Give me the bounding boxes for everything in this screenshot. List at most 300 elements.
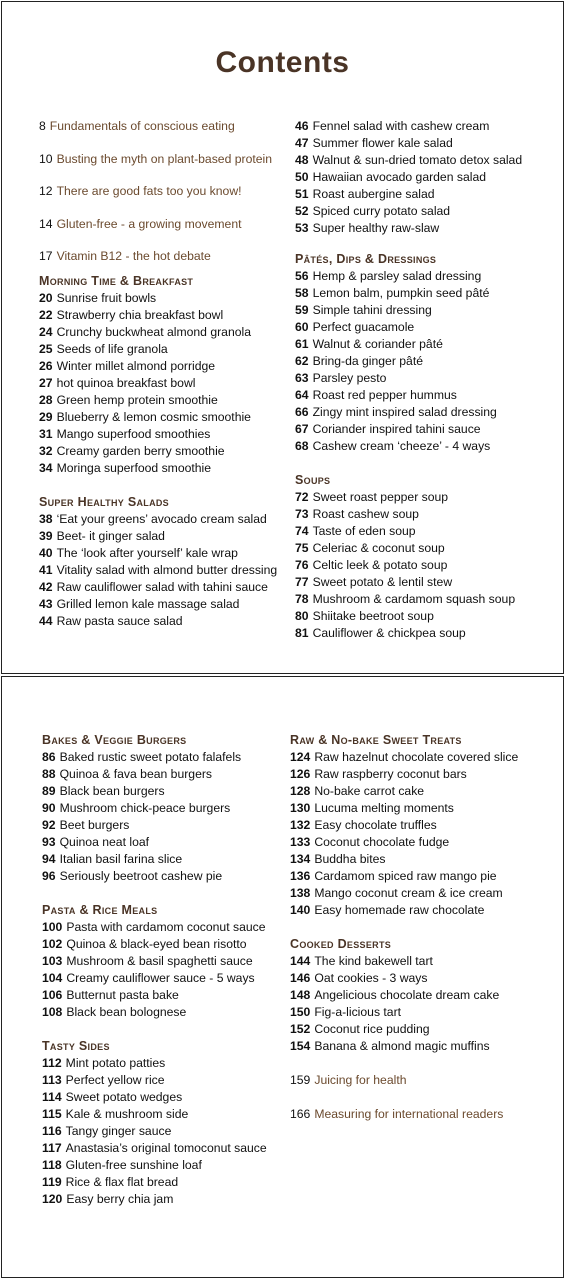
toc-entry	[290, 953, 560, 970]
entry-title: Summer flower kale salad	[312, 136, 453, 150]
entry-title: hot quinoa breakfast bowl	[56, 376, 196, 390]
toc-entry	[295, 336, 561, 353]
entry-title: Banana & almond magic muffins	[314, 1039, 490, 1053]
page-number: 115	[42, 1107, 62, 1121]
intro-entry	[39, 248, 289, 265]
entry-title: Cashew cream ‘cheeze’ - 4 ways	[312, 439, 491, 453]
toc-entry	[295, 540, 561, 557]
entry-title: Walnut & coriander pâté	[312, 337, 443, 351]
entry-title: Sweet roast pepper soup	[312, 490, 449, 504]
page-number: 93	[42, 835, 56, 849]
intro-list	[39, 118, 289, 265]
page-number: 116	[42, 1124, 62, 1138]
entry-title: Cauliflower & chickpea soup	[312, 626, 466, 640]
entry-title: Simple tahini dressing	[312, 303, 432, 317]
entry-title: Black bean bolognese	[66, 1005, 187, 1019]
page-number: 126	[290, 767, 311, 781]
page-number: 14	[39, 216, 53, 231]
toc-entry	[290, 749, 560, 766]
toc-entry	[39, 409, 289, 426]
entry-title: Measuring for international readers	[314, 1107, 504, 1121]
page-number: 134	[290, 852, 311, 866]
toc-entry	[295, 353, 561, 370]
entry-title: The ‘look after yourself’ kale wrap	[56, 546, 238, 560]
toc-entry	[42, 1174, 292, 1191]
toc-entry	[42, 953, 292, 970]
entry-title: Shiitake beetroot soup	[312, 609, 434, 623]
section-morning	[39, 290, 289, 477]
section-sides	[42, 1055, 292, 1208]
entry-title: Coconut rice pudding	[314, 1022, 430, 1036]
page-number: 60	[295, 320, 309, 334]
toc-entry	[295, 421, 561, 438]
entry-title: Beet- it ginger salad	[56, 529, 165, 543]
page-number: 73	[295, 507, 309, 521]
section-heading-bakes: Bakes & Veggie Burgers	[42, 733, 187, 747]
toc-entry	[39, 324, 289, 341]
page-number: 90	[42, 801, 56, 815]
toc-entry	[295, 220, 561, 237]
section-heading-cooked: Cooked Desserts	[290, 937, 392, 951]
page-number: 89	[42, 784, 56, 798]
toc-entry	[42, 919, 292, 936]
toc-entry	[295, 135, 561, 152]
toc-entry	[42, 1089, 292, 1106]
toc-entry	[290, 783, 560, 800]
page-number: 50	[295, 170, 309, 184]
page-number: 102	[42, 937, 63, 951]
page-number: 113	[42, 1073, 62, 1087]
intro-entry	[290, 1106, 560, 1123]
toc-entry	[39, 375, 289, 392]
entry-title: There are good fats too you know!	[56, 184, 242, 198]
entry-title: Kale & mushroom side	[65, 1107, 189, 1121]
toc-entry	[295, 186, 561, 203]
toc-entry	[295, 268, 561, 285]
page-number: 17	[39, 249, 53, 263]
page-number: 8	[39, 119, 46, 133]
toc-entry	[290, 902, 560, 919]
page-number: 59	[295, 303, 309, 317]
toc-entry	[42, 1004, 292, 1021]
entry-title: Green hemp protein smoothie	[56, 393, 218, 407]
toc-entry	[39, 426, 289, 443]
page-number: 64	[295, 388, 309, 402]
toc-entry	[290, 851, 560, 868]
entry-title: Juicing for health	[314, 1073, 407, 1087]
entry-title: Oat cookies - 3 ways	[314, 971, 428, 985]
toc-entry	[295, 557, 561, 574]
page-number: 67	[295, 422, 309, 436]
page-number: 150	[290, 1005, 311, 1019]
entry-title: ‘Eat your greens’ avocado cream salad	[56, 512, 267, 526]
entry-title: Beet burgers	[59, 818, 130, 832]
page-number: 154	[290, 1039, 311, 1053]
toc-entry	[42, 749, 292, 766]
right-column	[295, 118, 561, 642]
entry-title: Celtic leek & potato soup	[312, 558, 448, 572]
entry-title: Crunchy buckwheat almond granola	[56, 325, 251, 339]
toc-entry	[295, 489, 561, 506]
toc-entry	[39, 596, 289, 613]
page-number: 25	[39, 342, 53, 356]
toc-entry	[42, 970, 292, 987]
entry-title: Seriously beetroot cashew pie	[59, 869, 223, 883]
page-number: 32	[39, 444, 53, 458]
toc-entry	[42, 1106, 292, 1123]
page-number: 166	[290, 1107, 311, 1121]
page-number: 92	[42, 818, 56, 832]
entry-title: Super healthy raw-slaw	[312, 221, 440, 235]
entry-title: Easy chocolate truffles	[314, 818, 437, 832]
entry-title: Easy berry chia jam	[66, 1192, 174, 1206]
page-number: 104	[42, 971, 63, 985]
page-number: 10	[39, 151, 53, 166]
entry-title: Raw cauliflower salad with tahini sauce	[56, 580, 268, 594]
toc-entry	[39, 528, 289, 545]
toc-entry	[290, 868, 560, 885]
page-number: 133	[290, 835, 311, 849]
toc-entry	[39, 562, 289, 579]
page-number: 66	[295, 405, 309, 419]
entry-title: Perfect guacamole	[312, 320, 415, 334]
toc-entry	[42, 1191, 292, 1208]
entry-title: Bring-da ginger pâté	[312, 354, 423, 368]
page-number: 22	[39, 308, 53, 322]
page-number: 53	[295, 221, 309, 235]
toc-entry	[39, 613, 289, 630]
section-salads-continued	[295, 118, 561, 237]
entry-title: Anastasia’s original tomoconut sauce	[65, 1141, 267, 1155]
entry-title: Hemp & parsley salad dressing	[312, 269, 482, 283]
page-number: 46	[295, 119, 309, 133]
section-salads	[39, 511, 289, 630]
entry-title: Gluten-free - a growing movement	[56, 216, 242, 231]
toc-entry	[295, 169, 561, 186]
entry-title: Zingy mint inspired salad dressing	[312, 405, 497, 419]
toc-entry	[39, 545, 289, 562]
page-number: 63	[295, 371, 309, 385]
page-number: 31	[39, 427, 53, 441]
page-number: 81	[295, 626, 309, 640]
page-number: 61	[295, 337, 309, 351]
toc-entry	[42, 800, 292, 817]
toc-entry	[295, 591, 561, 608]
entry-title: Angelicious chocolate dream cake	[314, 988, 500, 1002]
page-number: 26	[39, 359, 53, 373]
section-bakes	[42, 749, 292, 885]
page-number: 58	[295, 286, 309, 300]
toc-entry	[39, 341, 289, 358]
entry-title: Black bean burgers	[59, 784, 165, 798]
intro-entry	[290, 1072, 560, 1089]
page-number: 43	[39, 597, 53, 611]
page-number: 140	[290, 903, 311, 917]
entry-title: Fennel salad with cashew cream	[312, 119, 490, 133]
entry-title: Fundamentals of conscious eating	[49, 119, 235, 133]
entry-title: Gluten-free sunshine loaf	[65, 1158, 202, 1172]
toc-entry	[39, 358, 289, 375]
entry-title: Busting the myth on plant-based protein	[56, 151, 273, 166]
entry-title: Celeriac & coconut soup	[312, 541, 445, 555]
entry-title: Spiced curry potato salad	[312, 204, 451, 218]
entry-title: Raw hazelnut chocolate covered slice	[314, 750, 519, 764]
entry-title: Mango superfood smoothies	[56, 427, 211, 441]
toc-entry	[290, 834, 560, 851]
toc-entry	[39, 443, 289, 460]
page-number: 56	[295, 269, 309, 283]
contents-page-1	[1, 1, 564, 674]
page-number: 108	[42, 1005, 63, 1019]
toc-entry	[295, 625, 561, 642]
entry-title: Raw pasta sauce salad	[56, 614, 183, 628]
toc-entry	[290, 817, 560, 834]
right-column-2	[290, 732, 560, 1123]
page-number: 144	[290, 954, 311, 968]
page-number: 100	[42, 920, 63, 934]
entry-title: Buddha bites	[314, 852, 386, 866]
entry-title: Vitality salad with almond butter dressing	[56, 563, 278, 577]
toc-entry	[42, 868, 292, 885]
page-number: 152	[290, 1022, 311, 1036]
end-intro-list	[290, 1072, 560, 1123]
toc-entry	[295, 574, 561, 591]
toc-entry	[42, 817, 292, 834]
page-number: 34	[39, 461, 53, 475]
entry-title: Sunrise fruit bowls	[56, 291, 157, 305]
entry-title: Quinoa & black-eyed bean risotto	[66, 937, 247, 951]
entry-title: Easy homemade raw chocolate	[314, 903, 485, 917]
toc-entry	[295, 523, 561, 540]
page-number: 20	[39, 291, 53, 305]
toc-entry	[42, 987, 292, 1004]
section-soups	[295, 489, 561, 642]
entry-title: Mango coconut cream & ice cream	[314, 886, 503, 900]
page-number: 41	[39, 563, 53, 577]
toc-entry	[295, 608, 561, 625]
toc-entry	[42, 1072, 292, 1089]
entry-title: Grilled lemon kale massage salad	[56, 597, 240, 611]
toc-entry	[42, 851, 292, 868]
page-number: 77	[295, 575, 309, 589]
entry-title: Blueberry & lemon cosmic smoothie	[56, 410, 251, 424]
page-number: 138	[290, 886, 311, 900]
entry-title: Lemon balm, pumpkin seed pâté	[312, 286, 490, 300]
entry-title: Raw raspberry coconut bars	[314, 767, 467, 781]
entry-title: Mushroom & basil spaghetti sauce	[66, 954, 253, 968]
entry-title: Fig-a-licious tart	[314, 1005, 402, 1019]
entry-title: Tangy ginger sauce	[65, 1124, 172, 1138]
entry-title: Italian basil farina slice	[59, 852, 183, 866]
entry-title: Roast cashew soup	[312, 507, 419, 521]
toc-entry	[295, 302, 561, 319]
toc-entry	[42, 834, 292, 851]
section-heading-sides: Tasty Sides	[42, 1039, 110, 1053]
section-heading-pates: Pâtés, Dips & Dressings	[295, 252, 437, 266]
entry-title: Vitamin B12 - the hot debate	[56, 249, 211, 263]
entry-title: Coriander inspired tahini sauce	[312, 422, 481, 436]
toc-entry	[290, 1004, 560, 1021]
entry-title: Rice & flax flat bread	[65, 1175, 179, 1189]
toc-entry	[295, 152, 561, 169]
toc-entry	[295, 118, 561, 135]
toc-entry	[39, 579, 289, 596]
page-number: 51	[295, 187, 309, 201]
page-number: 118	[42, 1158, 62, 1172]
intro-entry	[39, 216, 289, 233]
toc-entry	[295, 370, 561, 387]
section-pates	[295, 268, 561, 455]
toc-entry	[39, 290, 289, 307]
entry-title: Perfect yellow rice	[65, 1073, 165, 1087]
entry-title: Walnut & sun-dried tomato detox salad	[312, 153, 523, 167]
page-number: 159	[290, 1073, 311, 1087]
section-heading-pasta: Pasta & Rice Meals	[42, 903, 158, 917]
toc-entry	[290, 800, 560, 817]
toc-entry	[295, 506, 561, 523]
section-raw	[290, 749, 560, 919]
entry-title: Strawberry chia breakfast bowl	[56, 308, 224, 322]
entry-title: Coconut chocolate fudge	[314, 835, 450, 849]
toc-entry	[295, 319, 561, 336]
section-heading-morning: Morning Time & Breakfast	[39, 274, 194, 288]
entry-title: Cardamom spiced raw mango pie	[314, 869, 497, 883]
page-number: 40	[39, 546, 53, 560]
page-number: 148	[290, 988, 311, 1002]
page-number: 114	[42, 1090, 62, 1104]
page-number: 120	[42, 1192, 63, 1206]
section-cooked	[290, 953, 560, 1055]
page-number: 52	[295, 204, 309, 218]
entry-title: Roast aubergine salad	[312, 187, 435, 201]
intro-entry	[39, 151, 289, 168]
section-heading-salads: Super Healthy Salads	[39, 495, 169, 509]
entry-title: Baked rustic sweet potato falafels	[59, 750, 242, 764]
section-heading-raw: Raw & No-bake Sweet Treats	[290, 733, 462, 747]
page-number: 130	[290, 801, 311, 815]
toc-entry	[42, 783, 292, 800]
page-number: 27	[39, 376, 53, 390]
entry-title: Mint potato patties	[65, 1056, 166, 1070]
page-number: 128	[290, 784, 311, 798]
toc-entry	[290, 766, 560, 783]
page-number: 103	[42, 954, 63, 968]
section-heading-soups: Soups	[295, 473, 331, 487]
toc-entry	[295, 285, 561, 302]
entry-title: Seeds of life granola	[56, 342, 168, 356]
contents-page-2	[1, 676, 564, 1278]
page-number: 76	[295, 558, 309, 572]
page-number: 112	[42, 1056, 62, 1070]
intro-entry	[39, 118, 289, 135]
page-number: 106	[42, 988, 63, 1002]
page-number: 12	[39, 184, 53, 198]
toc-entry	[290, 1021, 560, 1038]
toc-entry	[42, 766, 292, 783]
page-number: 62	[295, 354, 309, 368]
toc-entry	[39, 392, 289, 409]
intro-entry	[39, 183, 289, 200]
entry-title: Taste of eden soup	[312, 524, 416, 538]
page-number: 28	[39, 393, 53, 407]
toc-entry	[42, 1157, 292, 1174]
toc-entry	[39, 511, 289, 528]
entry-title: Quinoa & fava bean burgers	[59, 767, 213, 781]
entry-title: Butternut pasta bake	[66, 988, 179, 1002]
toc-entry	[295, 203, 561, 220]
toc-entry	[42, 1055, 292, 1072]
page-number: 68	[295, 439, 309, 453]
toc-entry	[39, 460, 289, 477]
page-number: 75	[295, 541, 309, 555]
entry-title: The kind bakewell tart	[314, 954, 433, 968]
page-number: 42	[39, 580, 53, 594]
toc-entry	[42, 1140, 292, 1157]
entry-title: Sweet potato & lentil stew	[312, 575, 453, 589]
toc-entry	[290, 970, 560, 987]
page-number: 119	[42, 1175, 62, 1189]
page-number: 117	[42, 1141, 62, 1155]
entry-title: Mushroom & cardamom squash soup	[312, 592, 516, 606]
page-number: 146	[290, 971, 311, 985]
entry-title: Hawaiian avocado garden salad	[312, 170, 487, 184]
entry-title: Creamy cauliflower sauce - 5 ways	[66, 971, 255, 985]
page-number: 48	[295, 153, 309, 167]
page-number: 38	[39, 512, 53, 526]
page-number: 72	[295, 490, 309, 504]
page-number: 44	[39, 614, 53, 628]
section-pasta	[42, 919, 292, 1021]
page-title: Contents	[215, 46, 350, 79]
entry-title: Mushroom chick-peace burgers	[59, 801, 231, 815]
entry-title: Moringa superfood smoothie	[56, 461, 212, 475]
entry-title: Creamy garden berry smoothie	[56, 444, 225, 458]
toc-entry	[295, 438, 561, 455]
page-number: 24	[39, 325, 53, 339]
toc-entry	[290, 987, 560, 1004]
entry-title: Quinoa neat loaf	[59, 835, 150, 849]
page-number: 94	[42, 852, 56, 866]
entry-title: Pasta with cardamom coconut sauce	[66, 920, 266, 934]
toc-entry	[42, 936, 292, 953]
left-column-2	[42, 732, 292, 1208]
page-number: 86	[42, 750, 56, 764]
page-number: 74	[295, 524, 309, 538]
toc-entry	[42, 1123, 292, 1140]
left-column	[39, 118, 289, 630]
toc-entry	[290, 1038, 560, 1055]
page-number: 88	[42, 767, 56, 781]
page-number: 136	[290, 869, 311, 883]
entry-title: Lucuma melting moments	[314, 801, 454, 815]
entry-title: Roast red pepper hummus	[312, 388, 457, 402]
page-number: 132	[290, 818, 311, 832]
page-number: 96	[42, 869, 56, 883]
page-number: 39	[39, 529, 53, 543]
entry-title: Winter millet almond porridge	[56, 359, 216, 373]
toc-entry	[39, 307, 289, 324]
page-number: 47	[295, 136, 309, 150]
toc-entry	[295, 404, 561, 421]
entry-title: Parsley pesto	[312, 371, 387, 385]
page-number: 80	[295, 609, 309, 623]
page-number: 78	[295, 592, 309, 606]
page-number: 124	[290, 750, 311, 764]
entry-title: Sweet potato wedges	[65, 1090, 183, 1104]
entry-title: No-bake carrot cake	[314, 784, 425, 798]
toc-entry	[295, 387, 561, 404]
page-number: 29	[39, 410, 53, 424]
